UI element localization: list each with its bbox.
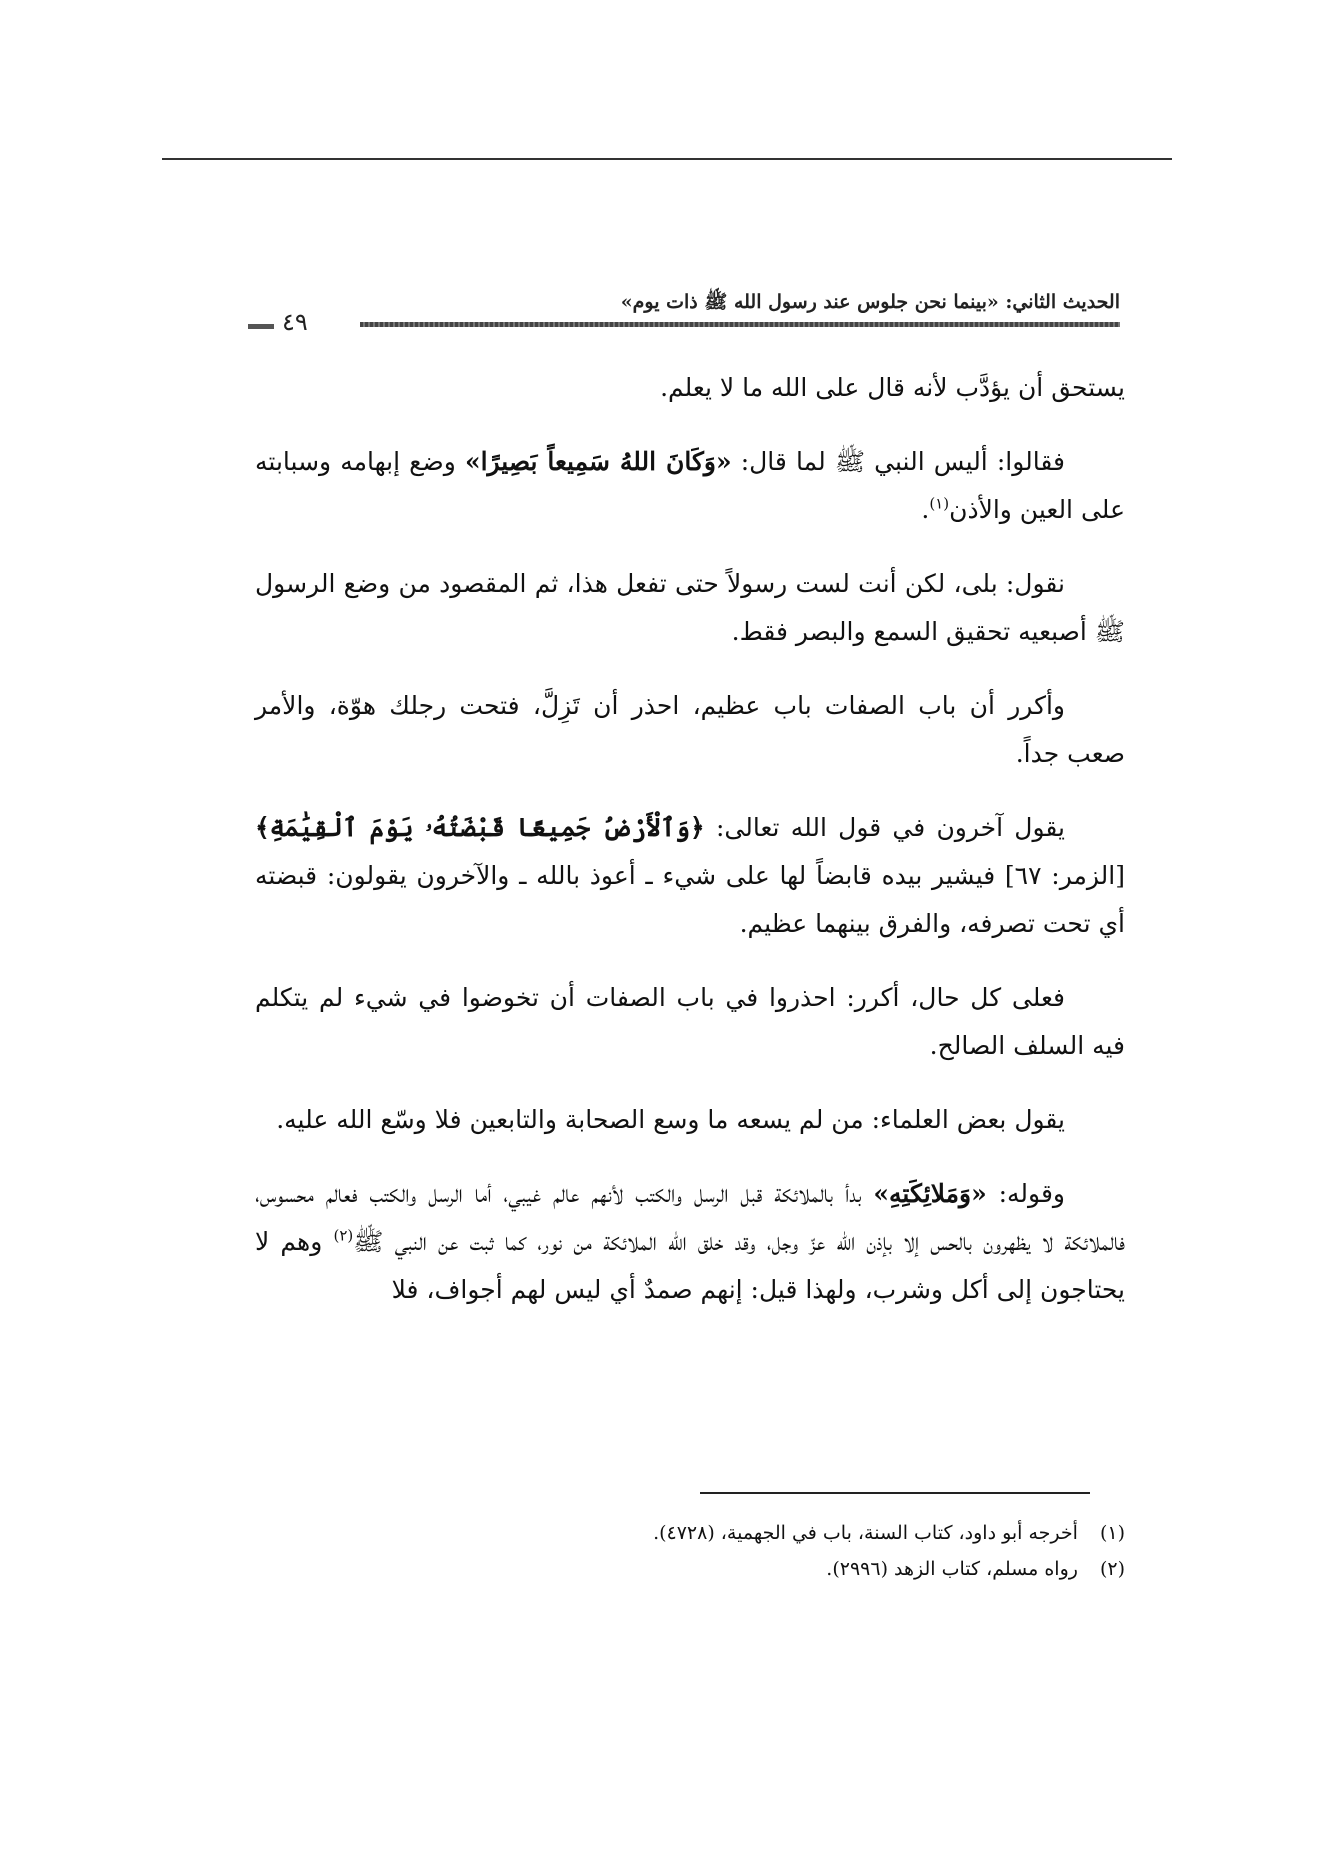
footnote-2: [255, 1551, 1125, 1587]
footnotes: [255, 1515, 1125, 1587]
body-text: [255, 364, 1125, 1340]
paragraph-8-text-a: وقوله:: [986, 1179, 1065, 1208]
footnote-1-text: أخرجه أبو داود، كتاب السنة، باب في الجهمية، (٤٧٢٨).: [653, 1522, 1078, 1544]
footnote-ref-1: (١): [929, 494, 950, 513]
paragraph-2-text-c: .: [921, 495, 930, 524]
paragraph-8: [255, 1170, 1125, 1314]
paragraph-2-text-b: وضع إبهامه وسبابته على العين والأذن: [255, 447, 1125, 524]
paragraph-2-quote: «وَكَانَ اللهُ سَمِيعاً بَصِيرًا»: [464, 447, 732, 476]
paragraph-2-text-a: فقالوا: أليس النبي ﷺ لما قال:: [731, 447, 1066, 476]
footnote-1-number: (١): [1099, 1522, 1125, 1544]
footnote-1: [255, 1515, 1125, 1551]
header-divider: [360, 322, 1120, 327]
paragraph-5-text-a: يقول آخرون في قول الله تعالى:: [704, 813, 1065, 842]
paragraph-5-text-b: [الزمر: ٦٧] فيشير بيده قابضاً لها على شيء ـ أعوذ بالله ـ والآخرون يقولون: قبضته أي تحت تصرفه، والفرق بينهما عظيم.: [255, 861, 1125, 938]
paragraph-3: نقول: بلى، لكن أنت لست رسولاً حتى تفعل هذا، ثم المقصود من وضع الرسول ﷺ أصبعيه تحقيق السمع والبصر فقط.: [255, 569, 1125, 646]
paragraph-4: وأكرر أن باب الصفات باب عظيم، احذر أن تَزِلَّ، فتحت رجلك هوّة، والأمر صعب جداً.: [255, 691, 1125, 768]
footnote-divider: [700, 1492, 1090, 1494]
footnote-2-text: رواه مسلم، كتاب الزهد (٢٩٩٦).: [826, 1558, 1078, 1580]
page-number-mark: [248, 324, 274, 329]
page-header: [240, 290, 1120, 350]
paragraph-7: يقول بعض العلماء: من لم يسعه ما وسع الصحابة والتابعين فلا وسّع الله عليه.: [276, 1105, 1065, 1134]
paragraph-8-quote: «وَمَلائِكَتِهِ»: [873, 1179, 987, 1208]
paragraph-8-text-c: وهم لا يحتاجون إلى أكل وشرب، ولهذا قيل: إنهم صمدٌ أي ليس لهم أجواف، فلا: [255, 1227, 1125, 1304]
paragraph-8-text-b: بدأ بالملائكة قبل الرسل والكتب لأنهم عالم غيبي، أما الرسل والكتب فعالم محسوس، فالملائكة لا يظهرون بالحس إلا بإذن الله عزّ وجل، وقد خلق الله الملائكة من نور، كما ثبت عن النبي ﷺ: [255, 1179, 1125, 1256]
page-number: ٤٩: [282, 308, 308, 336]
footnote-ref-2: (٢): [333, 1226, 354, 1245]
paragraph-2: [255, 438, 1125, 534]
footnote-2-number: (٢): [1099, 1558, 1125, 1580]
paragraph-1: يستحق أن يؤدَّب لأنه قال على الله ما لا يعلم.: [660, 373, 1125, 402]
top-rule: [162, 158, 1172, 160]
paragraph-6: فعلى كل حال، أكرر: احذروا في باب الصفات أن تخوضوا في شيء لم يتكلم فيه السلف الصالح.: [255, 983, 1125, 1060]
paragraph-5-quote: ﴿وَٱلْأَرْضُ جَمِيعًا قَبْضَتُهُۥ يَوْمَ ٱلْقِيَٰمَةِ﴾: [255, 813, 705, 842]
paragraph-5: [255, 804, 1125, 948]
running-title: الحديث الثاني: «بينما نحن جلوس عند رسول الله ﷺ ذات يوم»: [620, 291, 1120, 313]
